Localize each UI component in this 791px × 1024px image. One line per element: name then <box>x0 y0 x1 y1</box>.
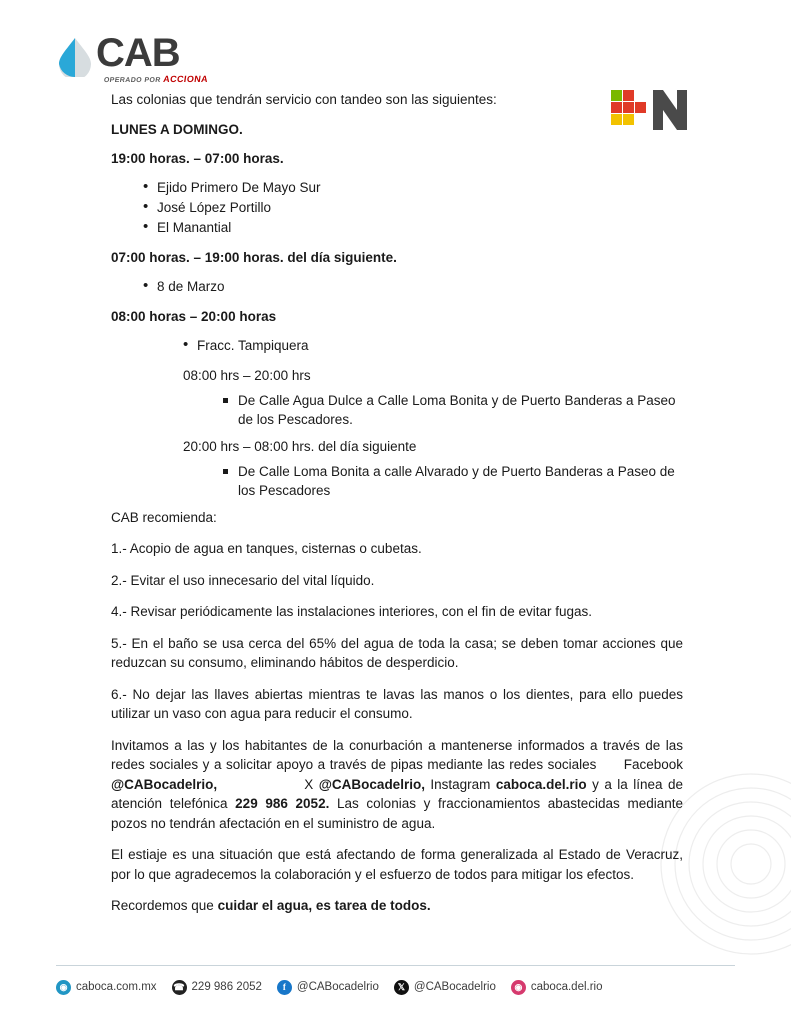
recommendation-1: 1.- Acopio de agua en tanques, cisternas o cubetas. <box>111 541 422 556</box>
sub-time-2: 20:00 hrs – 08:00 hrs. del día siguiente <box>183 439 417 454</box>
intro-paragraph: Las colonias que tendrán servicio con tandeo son las siguientes: <box>111 92 497 107</box>
recommendation-6: 6.- No dejar las llaves abiertas mientras te lavas las manos o los dientes, para ello puedes utilizar un vaso con agua para reducir el consumo. <box>111 686 683 721</box>
instagram-label: Instagram <box>430 776 491 792</box>
footer-website[interactable] <box>56 980 157 995</box>
instagram-handle: caboca.del.rio <box>495 776 587 792</box>
footer-website-label: caboca.com.mx <box>76 981 157 993</box>
sub-time-1: 08:00 hrs – 20:00 hrs <box>183 368 311 383</box>
closing-prefix: Recordemos que <box>111 898 218 913</box>
x-label: X <box>304 776 314 792</box>
colony-list-1 <box>111 178 683 238</box>
phone-number: 229 986 2052. <box>235 796 330 811</box>
list-item: • 8 de Marzo <box>143 277 683 297</box>
colony-list-2 <box>111 277 683 297</box>
fracc-list <box>111 336 683 356</box>
list-item: De Calle Loma Bonita a calle Alvarado y de Puerto Banderas a Paseo de los Pescadores <box>223 462 683 500</box>
list-item: • Fracc. Tampiquera <box>183 336 683 356</box>
schedule-heading: LUNES A DOMINGO. <box>111 122 243 137</box>
recommend-title: CAB recomienda: <box>111 510 217 525</box>
footer-bar <box>56 972 735 1002</box>
recommendation-2: 2.- Evitar el uso innecesario del vital líquido. <box>111 572 375 588</box>
social-paragraph <box>111 736 683 834</box>
facebook-handle: @CABocadelrio, <box>111 776 218 792</box>
phone-icon: ☎ <box>172 980 187 995</box>
footer-facebook-label: @CABocadelrio <box>296 981 379 993</box>
logo-tagline-prefix: OPERADO POR <box>103 77 162 84</box>
social-part1: Invitamos a las y los habitantes de la conurbación a mantenerse informados a través de las redes sociales y a solicitar apoyo a través de pipas mediante las redes sociales <box>111 737 683 772</box>
social-part2: y a la línea de atención telefónica <box>111 776 683 811</box>
x-handle: @CABocadelrio, <box>318 776 425 792</box>
logo-tagline-brand: ACCIONA <box>162 74 209 84</box>
x-icon: 𝕏 <box>394 980 409 995</box>
logo-wordmark: CAB <box>96 31 180 75</box>
time-label-1: 19:00 horas. – 07:00 horas. <box>111 151 284 166</box>
list-item: • El Manantial <box>143 218 683 238</box>
globe-icon: ◉ <box>56 980 71 995</box>
logo-tagline <box>103 74 208 84</box>
sub-list-1 <box>111 391 683 429</box>
closing-paragraph <box>111 896 683 916</box>
estiaje-paragraph: El estiaje es una situación que está afectando de forma generalizada al Estado de Veracruz, por lo que agradecemos la colaboración y el esfuerzo de todos para mitigar los efectos. <box>111 847 683 882</box>
time-label-2: 07:00 horas. – 19:00 horas. del día siguiente. <box>111 250 397 265</box>
cab-logo <box>56 31 256 89</box>
water-drop-icon <box>56 37 94 77</box>
footer-phone-label: 229 986 2052 <box>191 981 262 993</box>
document-content <box>111 90 683 928</box>
list-item: De Calle Agua Dulce a Calle Loma Bonita y de Puerto Banderas a Paseo de los Pescadores. <box>223 391 683 429</box>
footer-x[interactable] <box>394 980 496 995</box>
list-item: • Ejido Primero De Mayo Sur <box>143 178 683 198</box>
footer-divider <box>56 965 735 966</box>
sub-list-2 <box>111 462 683 500</box>
footer-instagram[interactable] <box>511 980 603 995</box>
footer-instagram-label: caboca.del.rio <box>530 981 603 993</box>
facebook-label: Facebook <box>623 757 683 772</box>
social-part3: Las colonias y fraccionamientos abastecidas mediante pozos no tendrán afectación en el suministro de agua. <box>111 796 683 831</box>
recommendation-4: 4.- Revisar periódicamente las instalaciones interiores, con el fin de evitar fugas. <box>111 604 592 619</box>
instagram-icon: ◉ <box>511 980 526 995</box>
time-label-3: 08:00 horas – 20:00 horas <box>111 309 277 324</box>
recommendation-5: 5.- En el baño se usa cerca del 65% del agua de toda la casa; se deben tomar acciones que reduzcan su consumo, eliminando hábitos de desperdicio. <box>111 635 683 670</box>
facebook-icon: f <box>277 980 292 995</box>
footer-x-label: @CABocadelrio <box>413 981 496 993</box>
closing-bold: cuidar el agua, es tarea de todos. <box>217 898 431 913</box>
footer-phone[interactable] <box>172 980 262 995</box>
list-item: • José López Portillo <box>143 198 683 218</box>
footer-facebook[interactable] <box>277 980 379 995</box>
